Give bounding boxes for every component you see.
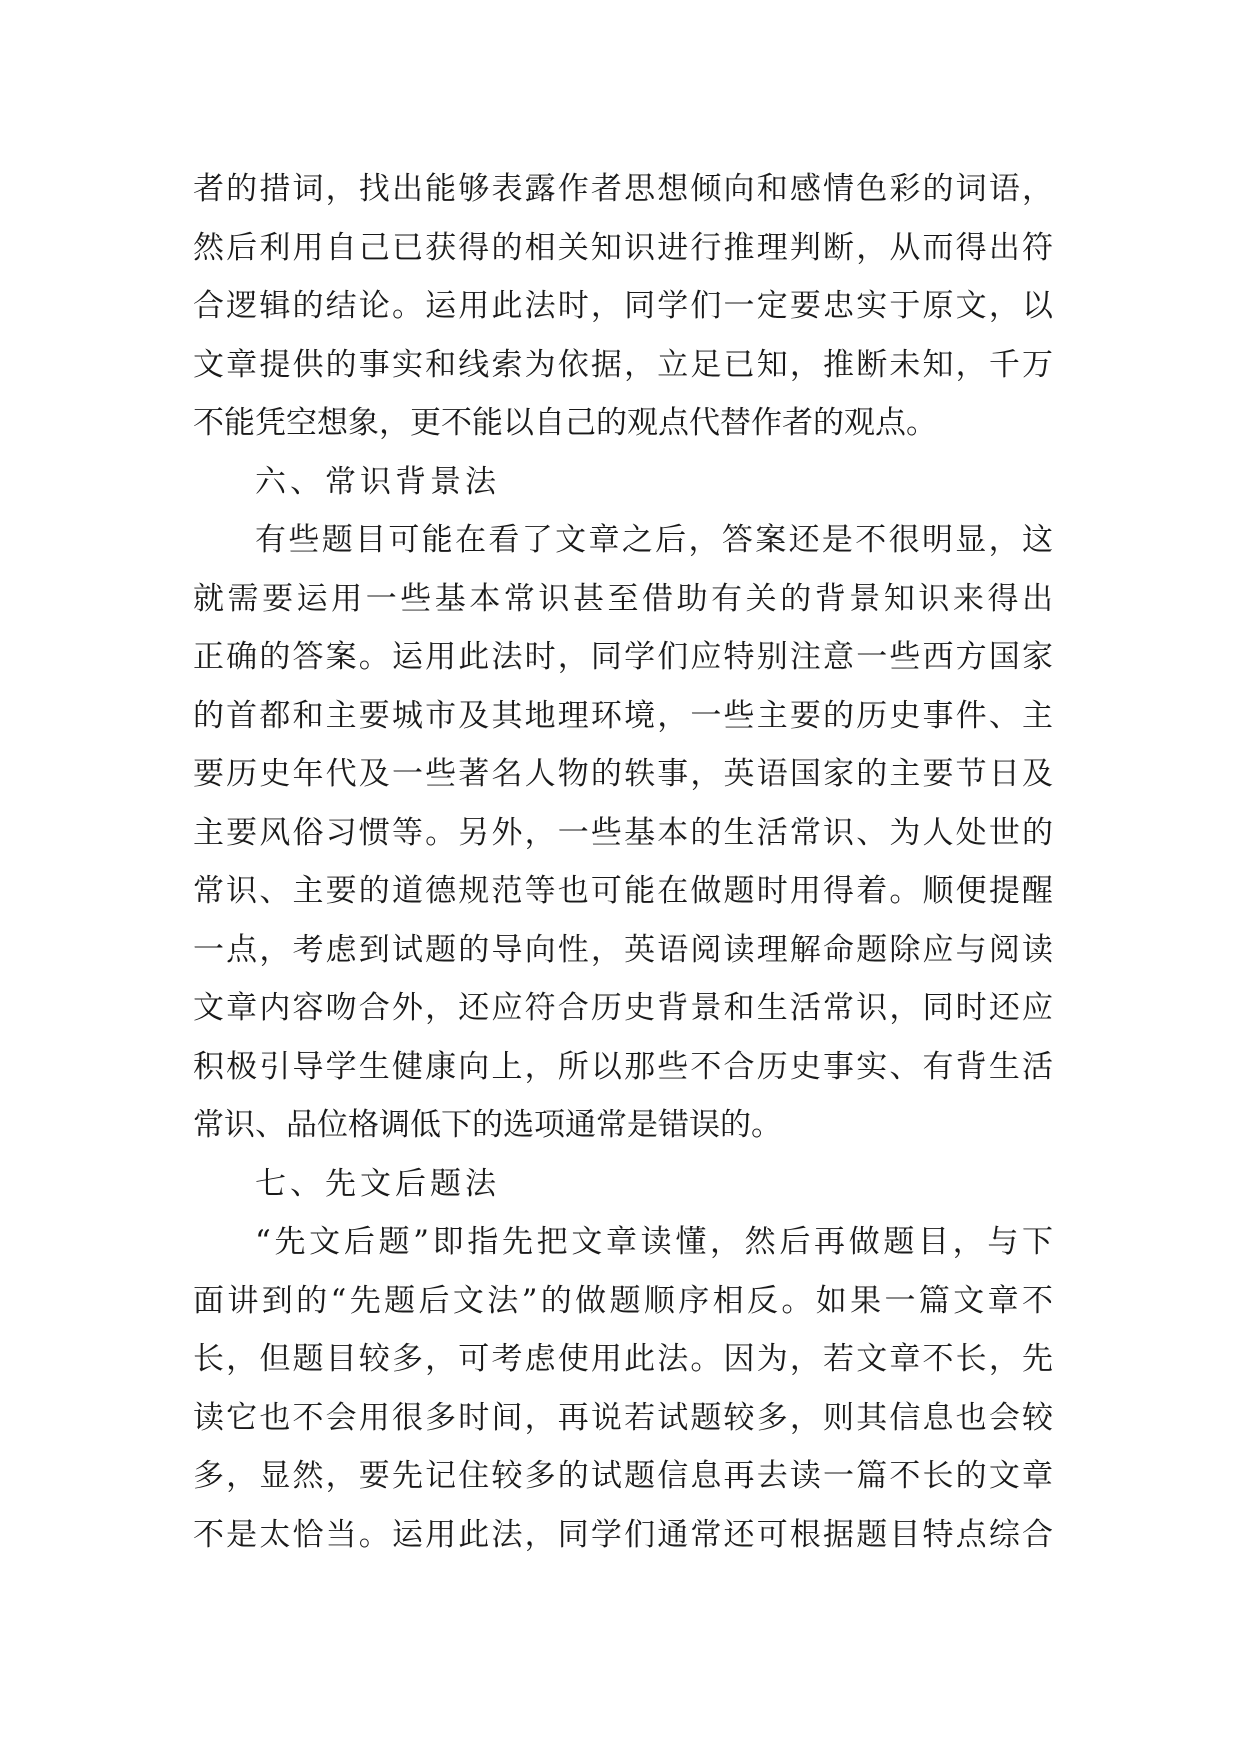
paragraph-line: 一点，考虑到试题的导向性，英语阅读理解命题除应与阅读 [193, 931, 1053, 968]
paragraph-line: 的首都和主要城市及其地理环境，一些主要的历史事件、主 [193, 697, 1053, 734]
paragraph-line: 正确的答案。运用此法时，同学们应特别注意一些西方国家 [193, 639, 1053, 675]
paragraph-line: 要历史年代及一些著名人物的轶事，英语国家的主要节日及 [193, 756, 1053, 792]
paragraph-line: 有些题目可能在看了文章之后，答案还是不很明显，这 [255, 522, 1053, 558]
paragraph-line: 常识、主要的道德规范等也可能在做题时用得着。顺便提醒 [193, 873, 1053, 909]
paragraph-line: 文章内容吻合外，还应符合历史背景和生活常识，同时还应 [193, 990, 1053, 1026]
paragraph-line: 不是太恰当。运用此法，同学们通常还可根据题目特点综合 [193, 1516, 1053, 1553]
paragraph-line: 合逻辑的结论。运用此法时，同学们一定要忠实于原文，以 [193, 288, 1053, 324]
paragraph-line: 面讲到的“先题后文法”的做题顺序相反。如果一篇文章不 [193, 1282, 1053, 1319]
section-heading: 七、先文后题法 [255, 1165, 500, 1202]
document-body [193, 160, 1053, 1564]
paragraph-line: 常识、品位格调低下的选项通常是错误的。 [193, 1107, 782, 1143]
section-heading: 六、常识背景法 [255, 463, 500, 500]
paragraph-line: 就需要运用一些基本常识甚至借助有关的背景知识来得出 [193, 580, 1053, 617]
paragraph-line: 积极引导学生健康向上，所以那些不合历史事实、有背生活 [193, 1048, 1053, 1085]
paragraph-line: 读它也不会用很多时间，再说若试题较多，则其信息也会较 [193, 1399, 1053, 1436]
paragraph-line: “先文后题”即指先把文章读懂，然后再做题目，与下 [255, 1224, 1053, 1260]
paragraph-line: 主要风俗习惯等。另外，一些基本的生活常识、为人处世的 [193, 814, 1053, 851]
paragraph-line: 多，显然，要先记住较多的试题信息再去读一篇不长的文章 [193, 1458, 1053, 1494]
paragraph-line: 长，但题目较多，可考虑使用此法。因为，若文章不长，先 [193, 1341, 1053, 1377]
paragraph-line: 不能凭空想象，更不能以自己的观点代替作者的观点。 [193, 405, 937, 441]
paragraph-line: 然后利用自己已获得的相关知识进行推理判断，从而得出符 [193, 229, 1053, 266]
paragraph-line: 者的措词，找出能够表露作者思想倾向和感情色彩的词语， [193, 171, 1053, 207]
paragraph-line: 文章提供的事实和线索为依据，立足已知，推断未知，千万 [193, 346, 1053, 383]
